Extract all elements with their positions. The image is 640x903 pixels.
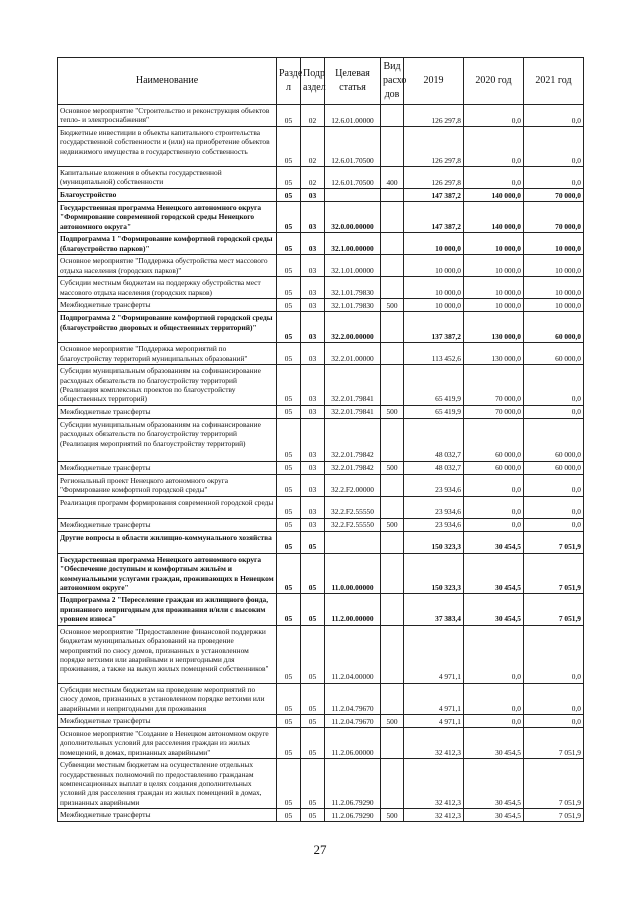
cell-razdel: 05 (277, 727, 301, 758)
cell-podrazdel: 03 (301, 233, 325, 255)
cell-target-article: 32.2.01.79841 (325, 405, 381, 418)
cell-name: Благоустройство (58, 189, 277, 202)
table-row (58, 418, 584, 461)
cell-podrazdel: 03 (301, 277, 325, 299)
table-row (58, 299, 584, 312)
cell-2021: 0,0 (524, 625, 584, 683)
cell-2019: 48 032,7 (404, 461, 464, 474)
cell-target-article: 32.0.00.00000 (325, 202, 381, 233)
cell-razdel: 05 (277, 277, 301, 299)
cell-name: Межбюджетные трансферты (58, 461, 277, 474)
col-header-2019: 2019 (404, 58, 464, 105)
cell-target-article: 32.1.00.00000 (325, 233, 381, 255)
page-number: 27 (313, 842, 327, 857)
cell-podrazdel: 03 (301, 496, 325, 518)
cell-target-article: 11.2.04.00000 (325, 625, 381, 683)
cell-target-article: 32.1.01.00000 (325, 255, 381, 277)
cell-2020: 10 000,0 (464, 277, 524, 299)
cell-target-article: 11.2.00.00000 (325, 594, 381, 625)
cell-razdel: 05 (277, 255, 301, 277)
cell-name: Основное мероприятие "Создание в Ненецком автономном округе дополнительных условий для расселения граждан из жилых помещений, в домах, признанных аварийными" (58, 727, 277, 758)
cell-2021: 60 000,0 (524, 343, 584, 365)
cell-2019: 10 000,0 (404, 277, 464, 299)
cell-2019: 10 000,0 (404, 233, 464, 255)
cell-name: Межбюджетные трансферты (58, 405, 277, 418)
cell-2021: 10 000,0 (524, 299, 584, 312)
cell-2020: 70 000,0 (464, 365, 524, 406)
cell-target-article: 12.6.01.70500 (325, 127, 381, 167)
cell-podrazdel: 05 (301, 727, 325, 758)
cell-expense-type (381, 312, 404, 343)
cell-razdel: 05 (277, 714, 301, 727)
cell-2021: 10 000,0 (524, 255, 584, 277)
cell-razdel: 05 (277, 496, 301, 518)
cell-podrazdel: 03 (301, 255, 325, 277)
cell-target-article: 32.2.F2.00000 (325, 474, 381, 496)
cell-2021: 0,0 (524, 105, 584, 127)
cell-2021: 0,0 (524, 683, 584, 714)
cell-name: Субсидии муниципальным образованиям на софинансирование расходных обязательств по благоустройству территорий (Реализация комплексных проектов по благоустройству общественных территорий) (58, 365, 277, 406)
cell-razdel: 05 (277, 343, 301, 365)
cell-name: Межбюджетные трансферты (58, 809, 277, 822)
cell-2020: 0,0 (464, 714, 524, 727)
cell-2021: 0,0 (524, 127, 584, 167)
cell-2019: 150 323,3 (404, 531, 464, 553)
table-row (58, 518, 584, 531)
cell-2019: 150 323,3 (404, 553, 464, 594)
cell-2019: 23 934,6 (404, 496, 464, 518)
table-row (58, 189, 584, 202)
cell-name: Межбюджетные трансферты (58, 714, 277, 727)
cell-podrazdel: 05 (301, 553, 325, 594)
cell-2021: 0,0 (524, 474, 584, 496)
table-row (58, 105, 584, 127)
cell-podrazdel: 05 (301, 714, 325, 727)
cell-expense-type: 500 (381, 299, 404, 312)
cell-name: Подпрограмма 2 "Формирование комфортной городской среды (благоустройство дворовых и общественных территорий)" (58, 312, 277, 343)
cell-razdel: 05 (277, 759, 301, 809)
cell-2019: 4 971,1 (404, 683, 464, 714)
cell-podrazdel: 02 (301, 127, 325, 167)
cell-2021: 7 051,9 (524, 809, 584, 822)
cell-2019: 10 000,0 (404, 299, 464, 312)
cell-name: Основное мероприятие "Предоставление финансовой поддержки бюджетам муниципальных образований на проведение мероприятий по сносу домов, признанных в установленном порядке ветхими или аварийными и непригодными для проживания, а также на выкуп жилых помещений собственников" (58, 625, 277, 683)
cell-2019: 32 412,3 (404, 759, 464, 809)
cell-expense-type (381, 759, 404, 809)
header-row (58, 58, 584, 105)
cell-podrazdel: 02 (301, 167, 325, 189)
col-header-razdel: Разде л (277, 58, 301, 105)
cell-2019: 147 387,2 (404, 189, 464, 202)
cell-2021: 70 000,0 (524, 202, 584, 233)
cell-2019: 37 383,4 (404, 594, 464, 625)
cell-podrazdel: 02 (301, 105, 325, 127)
col-header-name: Наименование (58, 58, 277, 105)
cell-2019: 147 387,2 (404, 202, 464, 233)
cell-expense-type (381, 127, 404, 167)
cell-podrazdel: 03 (301, 418, 325, 461)
cell-2020: 10 000,0 (464, 255, 524, 277)
cell-expense-type (381, 277, 404, 299)
cell-expense-type (381, 255, 404, 277)
cell-expense-type (381, 202, 404, 233)
cell-2021: 0,0 (524, 714, 584, 727)
table-row (58, 461, 584, 474)
cell-name: Субвенции местным бюджетам на осуществление отдельных государственных полномочий по предоставлению гражданам компенсационных выплат в целях создания дополнительных условий для расселения граждан из жилых помещений в домах, признанных аварийными (58, 759, 277, 809)
cell-podrazdel: 05 (301, 531, 325, 553)
table-row (58, 809, 584, 822)
table-row (58, 496, 584, 518)
cell-expense-type: 500 (381, 518, 404, 531)
cell-expense-type: 500 (381, 405, 404, 418)
cell-target-article: 12.6.01.70500 (325, 167, 381, 189)
cell-expense-type (381, 343, 404, 365)
cell-razdel: 05 (277, 127, 301, 167)
cell-name: Основное мероприятие "Строительство и реконструкция объектов тепло- и электроснабжения" (58, 105, 277, 127)
cell-razdel: 05 (277, 531, 301, 553)
cell-2021: 60 000,0 (524, 418, 584, 461)
cell-target-article: 11.2.06.00000 (325, 727, 381, 758)
cell-name: Реализация программ формирования современной городской среды (58, 496, 277, 518)
cell-expense-type: 400 (381, 167, 404, 189)
cell-2020: 130 000,0 (464, 312, 524, 343)
cell-target-article (325, 189, 381, 202)
cell-razdel: 05 (277, 105, 301, 127)
cell-name: Субсидии местным бюджетам на проведение мероприятий по сносу домов, признанных в установленном порядке ветхими или аварийными и непригодными для проживания (58, 683, 277, 714)
cell-target-article: 11.2.06.79290 (325, 809, 381, 822)
cell-2020: 30 454,5 (464, 727, 524, 758)
cell-2020: 0,0 (464, 105, 524, 127)
cell-expense-type (381, 105, 404, 127)
cell-name: Основное мероприятие "Поддержка мероприятий по благоустройству территорий муниципальных образований" (58, 343, 277, 365)
table-row (58, 405, 584, 418)
cell-2021: 0,0 (524, 518, 584, 531)
cell-2021: 10 000,0 (524, 277, 584, 299)
cell-razdel: 05 (277, 461, 301, 474)
cell-2020: 0,0 (464, 625, 524, 683)
cell-target-article: 32.2.F2.55550 (325, 518, 381, 531)
cell-podrazdel: 05 (301, 759, 325, 809)
cell-razdel: 05 (277, 553, 301, 594)
cell-2021: 0,0 (524, 365, 584, 406)
cell-2021: 7 051,9 (524, 759, 584, 809)
table-row (58, 474, 584, 496)
cell-name: Подпрограмма 2 "Переселение граждан из жилищного фонда, признанного непригодным для проживания и/или с высоким уровнем износа" (58, 594, 277, 625)
col-header-expense-type: Вид расхо дов (381, 58, 404, 105)
cell-razdel: 05 (277, 809, 301, 822)
table-row (58, 625, 584, 683)
cell-2021: 60 000,0 (524, 312, 584, 343)
cell-2020: 0,0 (464, 167, 524, 189)
col-header-2021: 2021 год (524, 58, 584, 105)
cell-target-article: 32.2.01.79841 (325, 365, 381, 406)
cell-2019: 32 412,3 (404, 809, 464, 822)
cell-target-article (325, 531, 381, 553)
cell-razdel: 05 (277, 189, 301, 202)
cell-podrazdel: 03 (301, 312, 325, 343)
cell-name: Субсидии местным бюджетам на поддержку обустройства мест массового отдыха населения (городских парков) (58, 277, 277, 299)
cell-target-article: 11.2.06.79290 (325, 759, 381, 809)
cell-2020: 0,0 (464, 496, 524, 518)
cell-2019: 126 297,8 (404, 127, 464, 167)
cell-razdel: 05 (277, 474, 301, 496)
cell-2021: 7 051,9 (524, 553, 584, 594)
cell-2019: 23 934,6 (404, 518, 464, 531)
cell-podrazdel: 05 (301, 594, 325, 625)
table-row (58, 127, 584, 167)
cell-podrazdel: 05 (301, 625, 325, 683)
cell-expense-type (381, 594, 404, 625)
cell-2020: 130 000,0 (464, 343, 524, 365)
cell-razdel: 05 (277, 518, 301, 531)
table-row (58, 277, 584, 299)
cell-podrazdel: 03 (301, 474, 325, 496)
table-row (58, 553, 584, 594)
cell-2019: 113 452,6 (404, 343, 464, 365)
table-row (58, 727, 584, 758)
cell-target-article: 32.1.01.79830 (325, 277, 381, 299)
cell-2020: 70 000,0 (464, 405, 524, 418)
table-row (58, 683, 584, 714)
cell-2021: 0,0 (524, 496, 584, 518)
cell-2019: 48 032,7 (404, 418, 464, 461)
cell-2020: 30 454,5 (464, 809, 524, 822)
cell-target-article: 11.0.00.00000 (325, 553, 381, 594)
cell-2021: 7 051,9 (524, 594, 584, 625)
cell-razdel: 05 (277, 683, 301, 714)
cell-2020: 30 454,5 (464, 759, 524, 809)
cell-podrazdel: 03 (301, 461, 325, 474)
cell-2021: 70 000,0 (524, 189, 584, 202)
cell-razdel: 05 (277, 299, 301, 312)
cell-2019: 65 419,9 (404, 405, 464, 418)
cell-2020: 30 454,5 (464, 553, 524, 594)
cell-2019: 126 297,8 (404, 167, 464, 189)
cell-2021: 60 000,0 (524, 461, 584, 474)
cell-expense-type: 500 (381, 809, 404, 822)
cell-expense-type (381, 474, 404, 496)
cell-2020: 60 000,0 (464, 461, 524, 474)
cell-podrazdel: 03 (301, 518, 325, 531)
cell-2019: 137 387,2 (404, 312, 464, 343)
cell-target-article: 32.2.F2.55550 (325, 496, 381, 518)
cell-target-article: 32.2.01.00000 (325, 343, 381, 365)
cell-2020: 30 454,5 (464, 531, 524, 553)
cell-podrazdel: 03 (301, 405, 325, 418)
cell-expense-type (381, 625, 404, 683)
col-header-2020: 2020 год (464, 58, 524, 105)
cell-expense-type (381, 531, 404, 553)
cell-expense-type: 500 (381, 461, 404, 474)
table-row (58, 531, 584, 553)
cell-name: Другие вопросы в области жилищно-коммунального хозяйства (58, 531, 277, 553)
table-row (58, 233, 584, 255)
cell-razdel: 05 (277, 405, 301, 418)
cell-2020: 10 000,0 (464, 233, 524, 255)
budget-table (57, 57, 584, 822)
cell-razdel: 05 (277, 202, 301, 233)
cell-target-article: 32.1.01.79830 (325, 299, 381, 312)
cell-podrazdel: 03 (301, 365, 325, 406)
cell-podrazdel: 05 (301, 809, 325, 822)
cell-2020: 0,0 (464, 518, 524, 531)
cell-2020: 60 000,0 (464, 418, 524, 461)
table-row (58, 759, 584, 809)
cell-target-article: 11.2.04.79670 (325, 714, 381, 727)
cell-expense-type (381, 365, 404, 406)
cell-name: Основное мероприятие "Поддержка обустройства мест массового отдыха населения (городских парков)" (58, 255, 277, 277)
cell-expense-type (381, 233, 404, 255)
cell-razdel: 05 (277, 625, 301, 683)
cell-expense-type (381, 189, 404, 202)
cell-razdel: 05 (277, 594, 301, 625)
table-row (58, 255, 584, 277)
cell-name: Капитальные вложения в объекты государственной (муниципальной) собственности (58, 167, 277, 189)
cell-name: Подпрограмма 1 "Формирование комфортной городской среды (благоустройство парков)" (58, 233, 277, 255)
cell-target-article: 11.2.04.79670 (325, 683, 381, 714)
cell-expense-type: 500 (381, 714, 404, 727)
cell-2020: 30 454,5 (464, 594, 524, 625)
table-row (58, 594, 584, 625)
table-row (58, 365, 584, 406)
cell-2019: 65 419,9 (404, 365, 464, 406)
cell-podrazdel: 03 (301, 189, 325, 202)
cell-2020: 140 000,0 (464, 202, 524, 233)
cell-razdel: 05 (277, 418, 301, 461)
cell-expense-type (381, 727, 404, 758)
cell-target-article: 32.2.01.79842 (325, 461, 381, 474)
cell-name: Субсидии муниципальным образованиям на софинансирование расходных обязательств по благоустройству территорий (Реализация мероприятий по благоустройству территорий) (58, 418, 277, 461)
cell-2019: 126 297,8 (404, 105, 464, 127)
cell-2021: 0,0 (524, 405, 584, 418)
cell-razdel: 05 (277, 233, 301, 255)
col-header-target-article: Целевая статья (325, 58, 381, 105)
table-row (58, 202, 584, 233)
cell-name: Региональный проект Ненецкого автономного округа "Формирование комфортной городской среды" (58, 474, 277, 496)
table-row (58, 714, 584, 727)
cell-2020: 0,0 (464, 127, 524, 167)
cell-name: Государственная программа Ненецкого автономного округа "Формирование современной городской среды Ненецкого автономного округа" (58, 202, 277, 233)
cell-2019: 32 412,3 (404, 727, 464, 758)
cell-2020: 0,0 (464, 683, 524, 714)
cell-2020: 10 000,0 (464, 299, 524, 312)
cell-2019: 10 000,0 (404, 255, 464, 277)
cell-expense-type (381, 496, 404, 518)
cell-name: Межбюджетные трансферты (58, 518, 277, 531)
cell-razdel: 05 (277, 167, 301, 189)
cell-razdel: 05 (277, 312, 301, 343)
cell-target-article: 32.2.01.79842 (325, 418, 381, 461)
cell-2020: 140 000,0 (464, 189, 524, 202)
cell-target-article: 12.6.01.00000 (325, 105, 381, 127)
table-row (58, 312, 584, 343)
col-header-podrazdel: Подр аздел (301, 58, 325, 105)
cell-2019: 23 934,6 (404, 474, 464, 496)
cell-2021: 7 051,9 (524, 727, 584, 758)
table-row (58, 343, 584, 365)
cell-expense-type (381, 683, 404, 714)
cell-2019: 4 971,1 (404, 625, 464, 683)
table-row (58, 167, 584, 189)
cell-expense-type (381, 553, 404, 594)
cell-name: Межбюджетные трансферты (58, 299, 277, 312)
cell-2021: 10 000,0 (524, 233, 584, 255)
cell-name: Государственная программа Ненецкого автономного округа "Обеспечение доступным и комфортным жильём и коммунальными услугами граждан, проживающих в Ненецком автономном округе" (58, 553, 277, 594)
cell-2019: 4 971,1 (404, 714, 464, 727)
cell-podrazdel: 03 (301, 202, 325, 233)
cell-podrazdel: 05 (301, 683, 325, 714)
cell-target-article: 32.2.00.00000 (325, 312, 381, 343)
cell-name: Бюджетные инвестиции в объекты капитального строительства государственной собственности и (или) на приобретение объектов недвижимого имущества в государственную собственность (58, 127, 277, 167)
cell-expense-type (381, 418, 404, 461)
cell-2021: 0,0 (524, 167, 584, 189)
table-body (58, 105, 584, 822)
cell-2021: 7 051,9 (524, 531, 584, 553)
cell-podrazdel: 03 (301, 343, 325, 365)
cell-podrazdel: 03 (301, 299, 325, 312)
cell-2020: 0,0 (464, 474, 524, 496)
cell-razdel: 05 (277, 365, 301, 406)
